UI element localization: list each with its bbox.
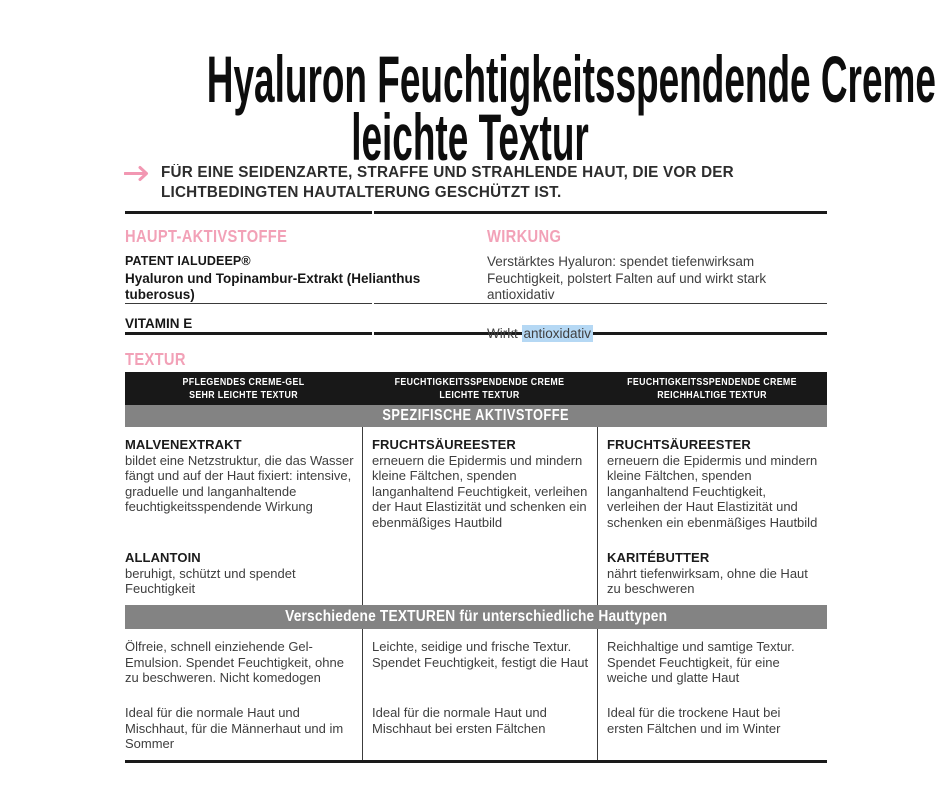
table-cell: [597, 629, 827, 760]
table-cell: [125, 629, 362, 760]
vitamin-effect: [487, 326, 593, 343]
header-line: FEUCHTIGKEITSSPENDENDE CREME: [394, 375, 565, 388]
active-name: ALLANTOIN: [125, 550, 201, 565]
texture-ideal: Ideal für die normale Haut und Mischhaut bei ersten Fältchen: [372, 705, 547, 736]
active-name: MALVENEXTRAKT: [125, 437, 242, 452]
patent-effect: Verstärktes Hyaluron: spendet tiefenwirksam Feuchtigkeit, polstert Falten auf und wirkt stark antioxidativ: [487, 254, 767, 302]
page-title-line1: Hyaluron Feuchtigkeitsspendende Creme: [206, 42, 936, 116]
table-header-cell: [597, 372, 827, 405]
band-label: Verschiedene TEXTUREN für unterschiedliche Hauttypen: [284, 608, 668, 625]
patent-subtitle: Hyaluron und Topinambur-Extrakt (Helianthus tuberosus): [125, 270, 421, 302]
textures-body-row: [125, 629, 827, 760]
active-block: [125, 437, 359, 550]
vitamin-effect-prefix: Wirkt: [487, 325, 522, 341]
tagline-text: FÜR EINE SEIDENZARTE, STRAFFE UND STRAHLENDE HAUT, DIE VOR DER LICHTBEDINGTEN HAUTALTERUNG GESCHÜTZT IST.: [161, 164, 734, 201]
header-line: LEICHTE TEXTUR: [439, 388, 520, 401]
table-cell: [362, 427, 597, 605]
table-cell: [597, 427, 827, 605]
active-name: KARITÉBUTTER: [607, 550, 710, 565]
arrow-right-icon: [124, 165, 150, 187]
tagline: [124, 163, 830, 202]
actives-header: HAUPT-AKTIVSTOFFE: [125, 226, 288, 246]
texture-ideal: Ideal für die normale Haut und Mischhaut, für die Männerhaut und im Sommer: [125, 705, 344, 751]
active-desc: beruhigt, schützt und spendet Feuchtigkeit: [125, 565, 296, 596]
table-header-cell: [125, 372, 362, 405]
patent-title: PATENT IALUDEEP®: [125, 254, 251, 268]
active-block: [372, 437, 589, 550]
divider-bottom: [125, 332, 827, 335]
texture-desc: Leichte, seidige und frische Textur. Spendet Feuchtigkeit, festigt die Haut: [372, 639, 589, 670]
page-title-line2: leichte Textur: [351, 100, 589, 174]
texture-ideal: Ideal für die trockene Haut bei ersten Fältchen und im Winter: [607, 705, 781, 736]
texture-desc: Reichhaltige und samtige Textur. Spendet Feuchtigkeit, für eine weiche und glatte Haut: [607, 639, 795, 685]
highlighted-text[interactable]: antioxidativ: [523, 325, 592, 341]
texture-table: [125, 372, 827, 763]
header-line: PFLEGENDES CREME-GEL: [182, 375, 305, 388]
band-label: SPEZIFISCHE AKTIVSTOFFE: [382, 407, 570, 424]
active-desc: bildet eine Netzstruktur, die das Wasser fängt und auf der Haut fixiert: intensive, graduelle und langanhaltende feuchtigkeitsspendende Wirkung: [125, 452, 354, 514]
band-specific-actives: [125, 405, 827, 427]
header-line: REICHHALTIGE TEXTUR: [657, 388, 767, 401]
active-desc: erneuern die Epidermis und mindern kleine Fältchen, spenden langanhaltend Feuchtigkeit, verleihen der Haut Elastizität und schenken ein ebenmäßiges Hautbild: [372, 452, 588, 530]
effects-header: WIRKUNG: [487, 226, 562, 246]
active-block: [607, 550, 819, 597]
page-title: [0, 42, 940, 174]
table-cell: [125, 427, 362, 605]
active-block: [607, 437, 819, 550]
actives-column: [125, 226, 465, 304]
divider-top: [125, 211, 827, 214]
vitamin-title: VITAMIN E: [125, 316, 193, 331]
active-name: FRUCHTSÄUREESTER: [372, 437, 516, 452]
header-line: FEUCHTIGKEITSSPENDENDE CREME: [627, 375, 797, 388]
header-line: SEHR LEICHTE TEXTUR: [189, 388, 298, 401]
texture-desc: Ölfreie, schnell einziehende Gel-Emulsion. Spendet Feuchtigkeit, ohne zu beschweren. Nicht komedogen: [125, 639, 344, 685]
active-block: [125, 550, 359, 597]
effects-column: [487, 226, 809, 304]
actives-body-row: [125, 427, 827, 605]
active-desc: nährt tiefenwirksam, ohne die Haut zu beschweren: [607, 565, 808, 596]
active-desc: erneuern die Epidermis und mindern kleine Fältchen, spenden langanhaltend Feuchtigkeit, verleihen der Haut Elastizität und schenken ein ebenmäßiges Hautbild: [607, 452, 818, 530]
table-cell: [362, 629, 597, 760]
band-textures: [125, 605, 827, 629]
table-header-cell: [362, 372, 597, 405]
table-header-row: [125, 372, 827, 405]
texture-header: TEXTUR: [125, 349, 186, 369]
active-name: FRUCHTSÄUREESTER: [607, 437, 751, 452]
